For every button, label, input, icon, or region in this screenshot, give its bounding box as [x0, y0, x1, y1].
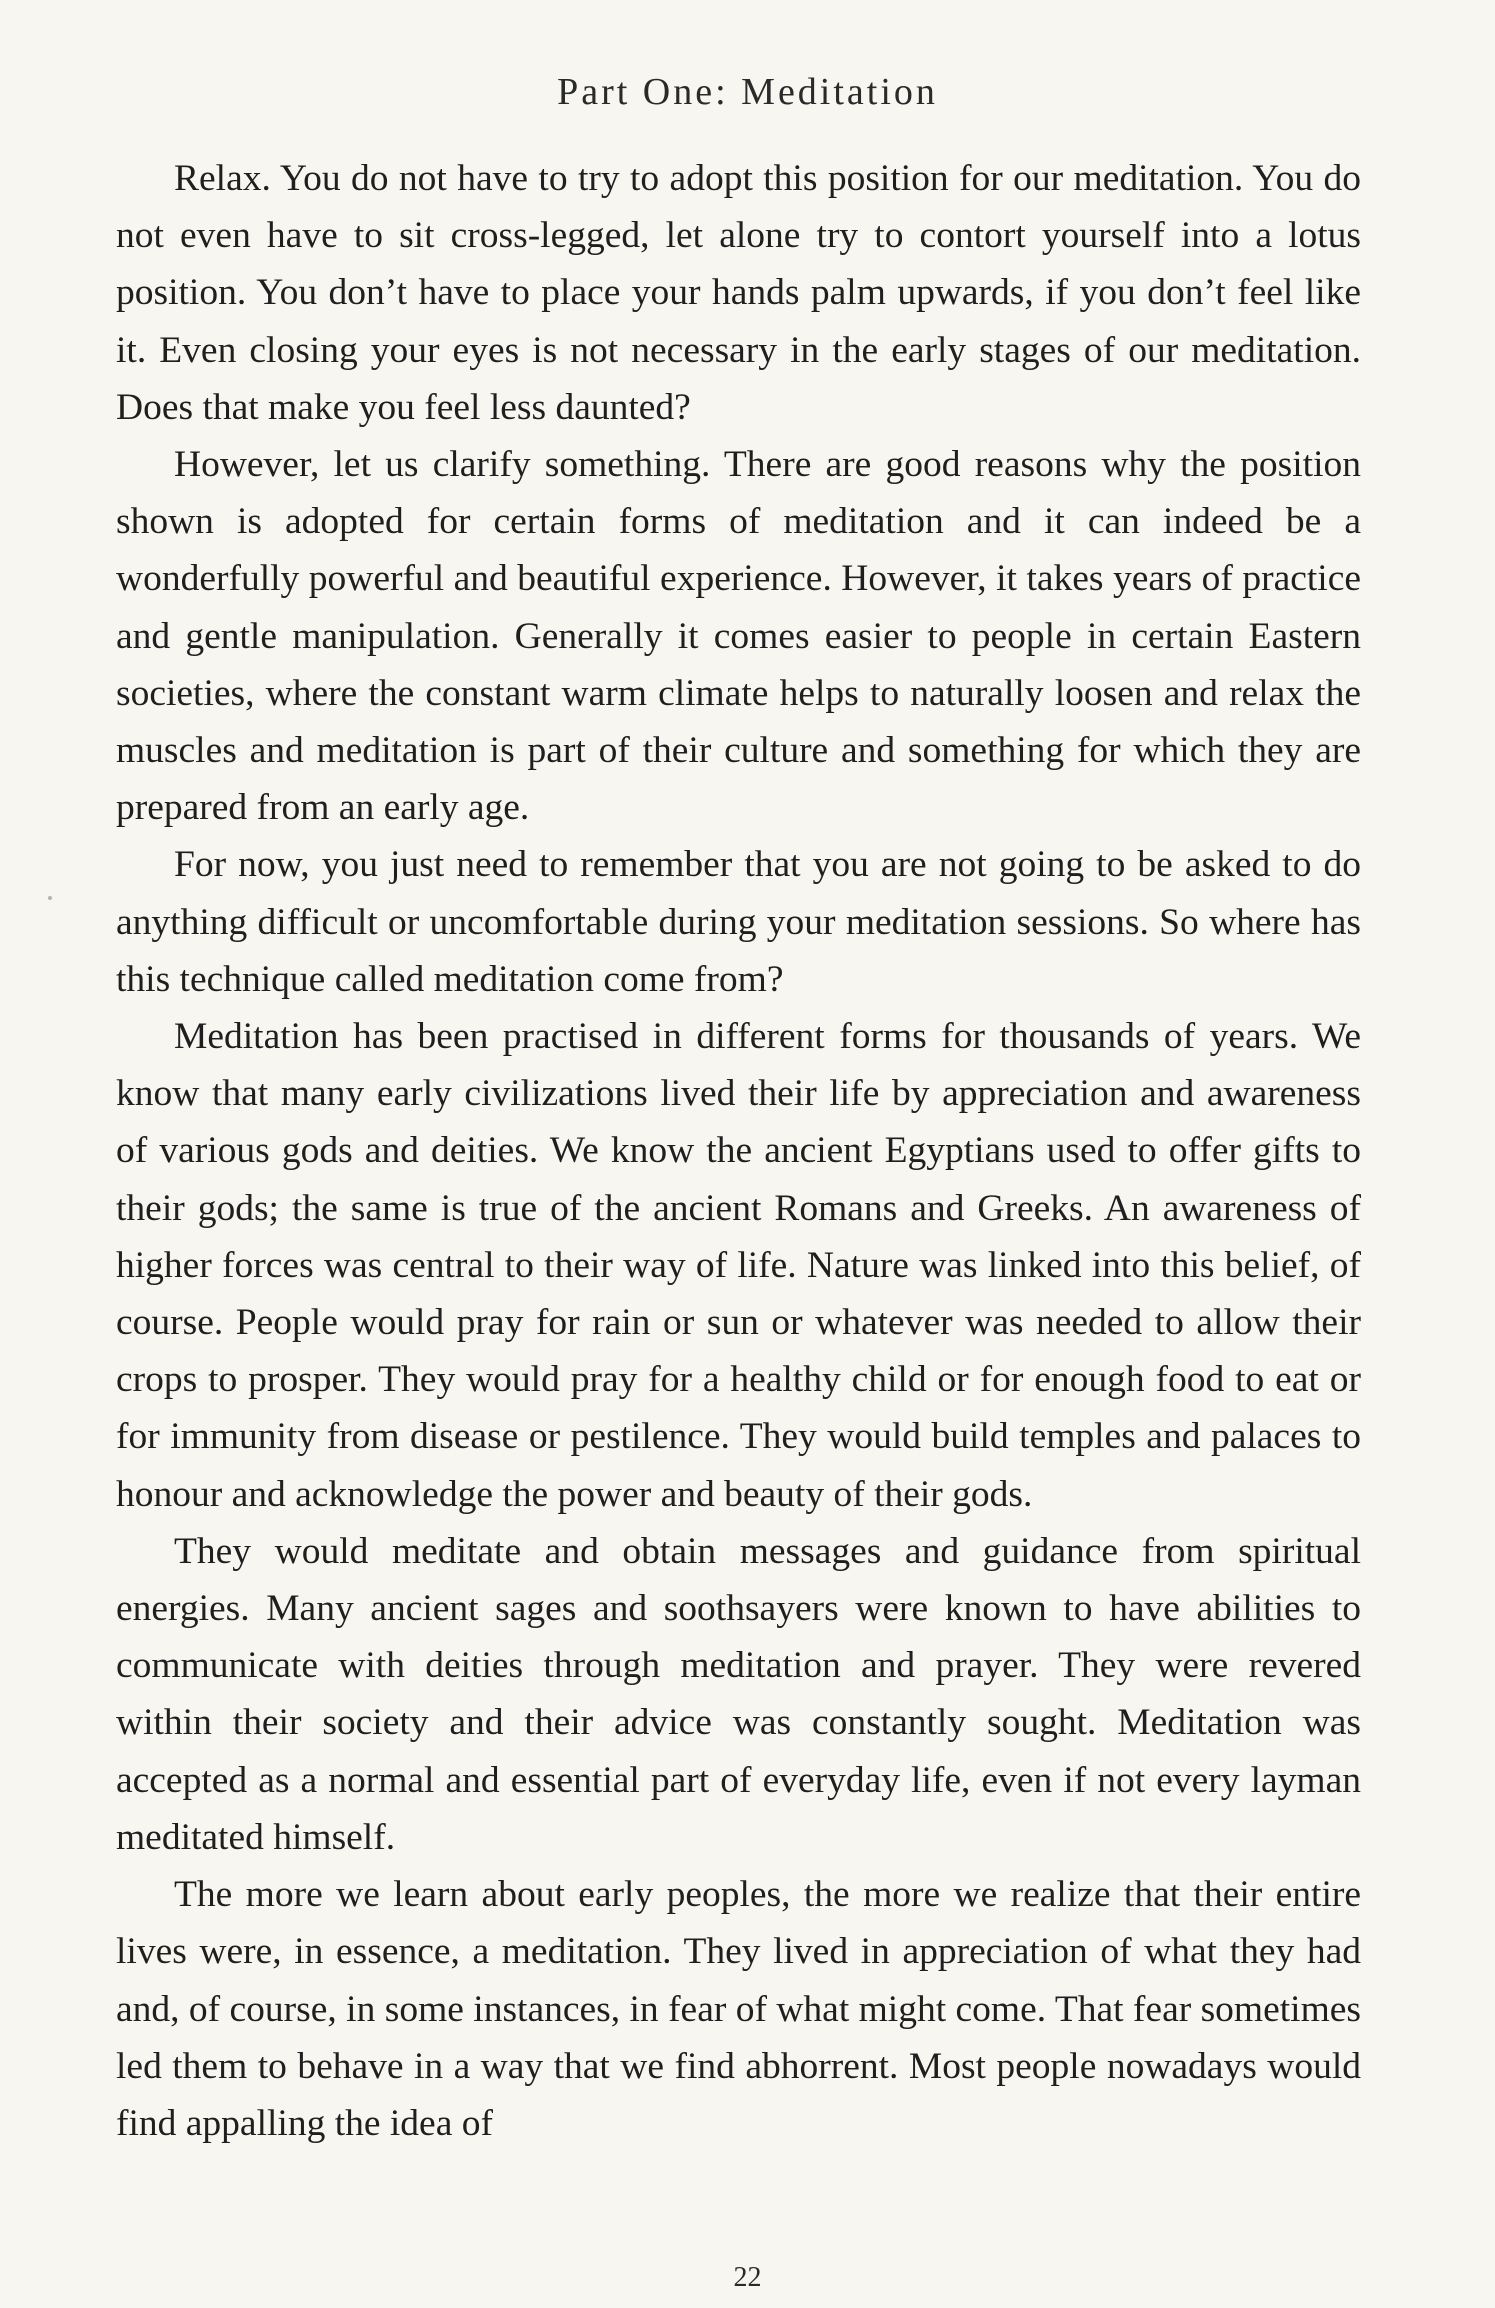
- page-number: 22: [733, 2262, 762, 2293]
- paragraph-6: The more we learn about early peoples, the more we realize that their entire lives were, in essence, a meditation. They lived in appreciation of what they had and, of course, in some instances, in fear of what might come. That fear sometimes led them to behave in a way that we find abhorrent. Most people nowadays would find appalling the idea of: [116, 1874, 1361, 2144]
- paragraph-2: However, let us clarify something. There are good reasons why the position shown is adopted for certain forms of meditation and it can indeed be a wonderfully powerful and beautiful experience. However, it takes years of practice and gentle manipulation. Generally it comes easier to people in certain Eastern societies, where the constant warm climate helps to naturally loosen and relax the muscles and meditation is part of their culture and something for which they are prepared from an early age.: [116, 444, 1361, 829]
- paragraph-5: They would meditate and obtain messages and guidance from spiritual energies. Many ancient sages and soothsayers were known to have abilities to communicate with deities through meditation and prayer. They were revered within their society and their advice was constantly sought. Meditation was accepted as a normal and essential part of everyday life, even if not every layman meditated himself.: [116, 1530, 1361, 1858]
- paragraph-4: Meditation has been practised in different forms for thousands of years. We know that many early civilizations lived their life by appreciation and awareness of various gods and deities. We know the ancient Egyptians used to offer gifts to their gods; the same is true of the ancient Romans and Greeks. An awareness of higher forces was central to their way of life. Nature was linked into this belief, of course. People would pray for rain or sun or whatever was needed to allow their crops to prosper. They would pray for a healthy child or for enough food to eat or for immunity from disease or pestilence. They would build temples and palaces to honour and acknowledge the power and beauty of their gods.: [116, 1016, 1361, 1515]
- running-head: Part One: Meditation: [557, 71, 938, 113]
- paragraph-1: Relax. You do not have to try to adopt this position for our meditation. You do not even have to sit cross-legged, let alone try to contort yourself into a lotus position. You don’t have to place your hands palm upwards, if you don’t feel like it. Even closing your eyes is not necessary in the early stages of our meditation. Does that make you feel less daunted?: [116, 158, 1361, 428]
- scan-speck: [48, 896, 52, 900]
- body-text: [116, 150, 1361, 2152]
- paragraph-3: For now, you just need to remember that you are not going to be asked to do anything difficult or uncomfortable during your meditation sessions. So where has this technique called meditation come from?: [116, 844, 1361, 1000]
